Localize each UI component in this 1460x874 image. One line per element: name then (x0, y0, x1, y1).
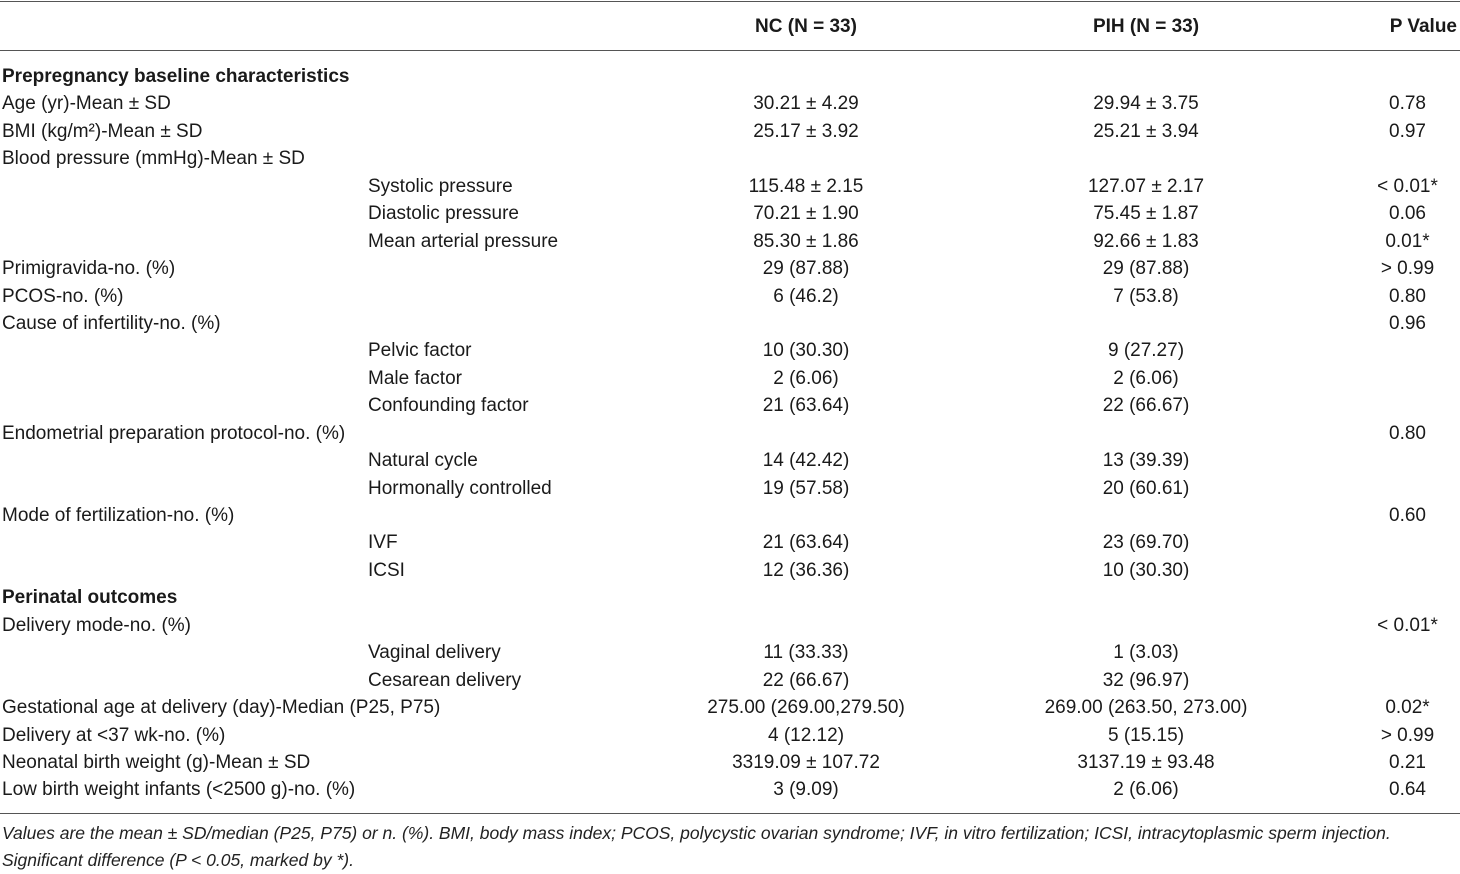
row-sublabel: Mean arterial pressure (368, 230, 559, 252)
table-row (0, 639, 1460, 666)
cell-pih: 1 (3.03) (1113, 642, 1179, 664)
cell-nc: 25.17 ± 3.92 (753, 120, 859, 142)
footnote-line-1: Values are the mean ± SD/median (P25, P75) or n. (%). BMI, body mass index; PCOS, polycystic ovarian syndrome; IVF, in vitro fertilization; ICSI, intracytoplasmic sperm injection. (2, 823, 1391, 843)
table-row (0, 502, 1460, 529)
cell-pvalue: 0.64 (1389, 779, 1426, 801)
cell-nc: 14 (42.42) (762, 450, 850, 472)
cell-nc: 12 (36.36) (762, 559, 850, 581)
cell-pvalue: > 0.99 (1380, 258, 1435, 280)
cell-nc: 85.30 ± 1.86 (753, 230, 859, 252)
row-label: Delivery mode-no. (%) (2, 614, 191, 636)
cell-pih: 2 (6.06) (1113, 367, 1179, 389)
table-row (0, 310, 1460, 337)
cell-nc: 70.21 ± 1.90 (753, 203, 859, 225)
cell-pih: 23 (69.70) (1102, 532, 1190, 554)
section-heading-row (0, 584, 1460, 611)
cell-pvalue: 0.80 (1389, 422, 1426, 444)
table-row (0, 529, 1460, 556)
cell-nc: 22 (66.67) (762, 669, 850, 691)
section-heading-row (0, 63, 1460, 90)
row-label: Perinatal outcomes (2, 587, 178, 609)
header-rule (0, 50, 1460, 51)
cell-nc: 275.00 (269.00,279.50) (707, 697, 905, 719)
row-label: Low birth weight infants (<2500 g)-no. (%) (2, 779, 356, 801)
table-row (0, 420, 1460, 447)
cell-nc: 3 (9.09) (773, 779, 839, 801)
cell-pih: 20 (60.61) (1102, 477, 1190, 499)
row-sublabel: ICSI (368, 559, 405, 581)
cell-nc: 21 (63.64) (762, 395, 850, 417)
table-row (0, 283, 1460, 310)
cell-pih: 75.45 ± 1.87 (1093, 203, 1199, 225)
row-label: Prepregnancy baseline characteristics (2, 66, 350, 87)
cell-pih: 5 (15.15) (1107, 724, 1185, 746)
table-row (0, 776, 1460, 803)
row-label: Neonatal birth weight (g)-Mean ± SD (2, 751, 311, 773)
cell-pih: 25.21 ± 3.94 (1093, 120, 1199, 142)
header-pvalue: P Value (1389, 16, 1457, 37)
cell-pvalue: 0.97 (1389, 120, 1426, 142)
row-sublabel: Hormonally controlled (368, 477, 552, 499)
table-row (0, 749, 1460, 776)
cell-pvalue: < 0.01* (1377, 614, 1438, 636)
table-row (0, 667, 1460, 694)
table-row (0, 557, 1460, 584)
cell-nc: 30.21 ± 4.29 (753, 93, 859, 115)
cell-pih: 127.07 ± 2.17 (1087, 175, 1205, 197)
cell-pih: 10 (30.30) (1102, 559, 1190, 581)
table-row (0, 392, 1460, 419)
header-pih: PIH (N = 33) (1092, 16, 1200, 37)
table-row (0, 118, 1460, 145)
cell-nc: 2 (6.06) (773, 367, 839, 389)
cell-nc: 10 (30.30) (762, 340, 850, 362)
cell-nc: 6 (46.2) (773, 285, 839, 307)
row-sublabel: Cesarean delivery (368, 669, 522, 691)
cell-nc: 4 (12.12) (767, 724, 845, 746)
cell-nc: 29 (87.88) (762, 258, 850, 280)
table-row (0, 200, 1460, 227)
row-sublabel: Confounding factor (368, 395, 529, 417)
table-row (0, 228, 1460, 255)
row-label: Cause of infertility-no. (%) (2, 312, 221, 334)
cell-pvalue: > 0.99 (1380, 724, 1435, 746)
cell-pvalue: < 0.01* (1377, 175, 1438, 197)
cell-pih: 2 (6.06) (1113, 779, 1179, 801)
table-row (0, 722, 1460, 749)
table-row (0, 694, 1460, 721)
row-label: Age (yr)-Mean ± SD (2, 93, 171, 115)
cell-pvalue: 0.60 (1389, 505, 1426, 526)
table-body (0, 63, 1460, 804)
cell-pvalue: 0.21 (1389, 751, 1426, 773)
row-label: Primigravida-no. (%) (2, 258, 176, 280)
row-label: Delivery at <37 wk-no. (%) (2, 724, 226, 746)
bottom-rule (0, 813, 1460, 814)
cell-pih: 29 (87.88) (1102, 258, 1190, 280)
row-label: BMI (kg/m²)-Mean ± SD (2, 120, 203, 142)
row-sublabel: Systolic pressure (368, 175, 513, 197)
table-row (0, 365, 1460, 392)
row-label: Endometrial preparation protocol-no. (%) (2, 422, 346, 444)
cell-pih: 269.00 (263.50, 273.00) (1044, 697, 1248, 719)
cell-pih: 9 (27.27) (1107, 340, 1185, 362)
cell-nc: 21 (63.64) (762, 532, 850, 554)
table-row (0, 447, 1460, 474)
table-row (0, 475, 1460, 502)
cell-pih: 92.66 ± 1.83 (1093, 230, 1199, 252)
row-sublabel: Male factor (368, 367, 462, 389)
cell-pvalue: 0.78 (1389, 93, 1426, 115)
row-sublabel: Vaginal delivery (368, 642, 501, 664)
cell-pih: 3137.19 ± 93.48 (1077, 751, 1215, 773)
row-sublabel: Pelvic factor (368, 340, 472, 362)
cell-pvalue: 0.96 (1389, 312, 1426, 334)
table-row (0, 612, 1460, 639)
table-row (0, 255, 1460, 282)
cell-pvalue: 0.02* (1385, 697, 1430, 719)
row-label: PCOS-no. (%) (2, 285, 124, 307)
top-rule (0, 1, 1460, 2)
table-footnote (2, 820, 1458, 874)
cell-pih: 13 (39.39) (1102, 450, 1190, 472)
table-row (0, 173, 1460, 200)
row-label: Mode of fertilization-no. (%) (2, 505, 235, 526)
row-sublabel: Natural cycle (368, 450, 478, 472)
row-label: Gestational age at delivery (day)-Median (P25, P75) (2, 697, 441, 719)
cell-pvalue: 0.80 (1389, 285, 1426, 307)
table-row (0, 145, 1460, 172)
cell-pih: 29.94 ± 3.75 (1093, 93, 1199, 115)
cell-pvalue: 0.01* (1385, 230, 1430, 252)
row-sublabel: IVF (368, 532, 398, 554)
table-row (0, 90, 1460, 117)
cell-pvalue: 0.06 (1389, 203, 1426, 225)
cell-nc: 19 (57.58) (762, 477, 850, 499)
cell-pih: 7 (53.8) (1113, 285, 1179, 307)
cell-nc: 3319.09 ± 107.72 (732, 751, 880, 773)
cell-nc: 11 (33.33) (763, 642, 849, 664)
cell-pih: 22 (66.67) (1102, 395, 1190, 417)
cell-nc: 115.48 ± 2.15 (748, 175, 864, 197)
header-nc: NC (N = 33) (755, 16, 857, 37)
row-sublabel: Diastolic pressure (368, 203, 519, 225)
table-row (0, 337, 1460, 364)
cell-pih: 32 (96.97) (1102, 669, 1190, 691)
row-label: Blood pressure (mmHg)-Mean ± SD (2, 148, 305, 170)
footnote-line-2: Significant difference (P < 0.05, marked by *). (2, 850, 354, 870)
